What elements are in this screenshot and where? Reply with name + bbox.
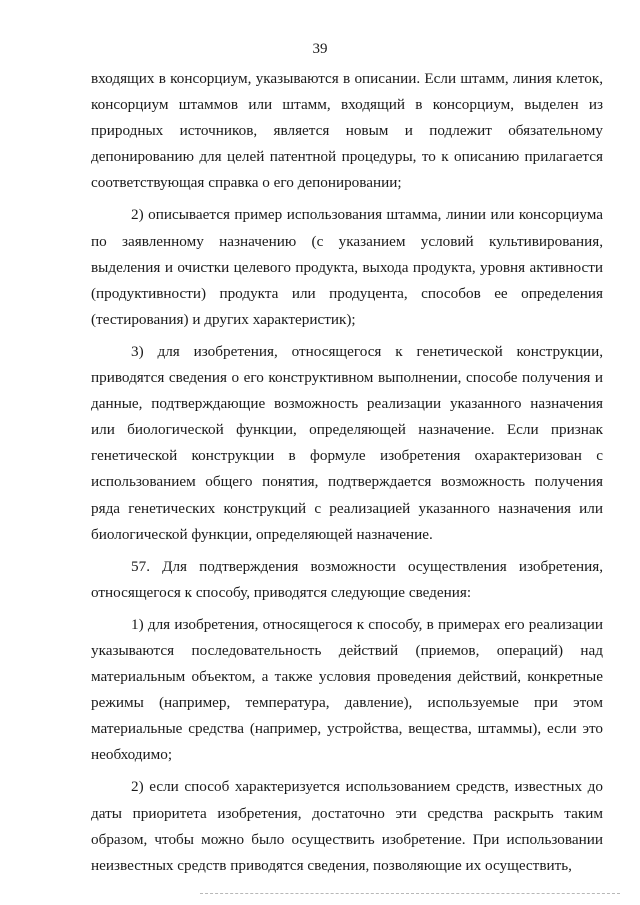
footer-divider (200, 893, 620, 894)
paragraph-clause-57-item-2: 2) если способ характеризуется использованием средств, известных до даты приоритета изобретения, достаточно эти средства раскрыть таким образом, чтобы можно было осуществить изобретение. При использовании неизвестных средств приводятся сведения, позволяющие их осуществить, (91, 778, 603, 874)
paragraph-continuation: входящих в консорциум, указываются в описании. Если штамм, линия клеток, консорциум штаммов или штамм, входящий в консорциум, выделен из природных источников, является новым и подлежит обязательному депонированию для целей патентной процедуры, то к описанию прилагается соответствующая справка о его депонировании; (91, 70, 603, 192)
paragraph-clause-57: 57. Для подтверждения возможности осуществления изобретения, относящегося к способу, приводятся следующие сведения: (91, 557, 603, 601)
paragraph-item-3-genetic-construct: 3) для изобретения, относящегося к генетической конструкции, приводятся сведения о его конструктивном выполнении, способе получения и данные, подтверждающие возможность реализации указанного назначения или биологической функции, определяющей назначение. Если признак генетической конструкции в формуле изобретения охарактеризован с использованием общего понятия, подтверждается возможность получения ряда генетических конструкций с реализацией указанного назначения или биологической функции, определяющей назначение. (91, 342, 603, 543)
body-text (91, 66, 603, 879)
paragraph-clause-57-item-1: 1) для изобретения, относящегося к способу, в примерах его реализации указываются последовательность действий (приемов, операций) над материальным объектом, а также условия проведения действий, конкретные режимы (например, температура, давление), используемые при этом материальные средства (например, устройства, вещества, штаммы), если это необходимо; (91, 615, 603, 764)
paragraph-item-2-strain-example: 2) описывается пример использования штамма, линии или консорциума по заявленному назначению (с указанием условий культивирования, выделения и очистки целевого продукта, выхода продукта, уровня активности (продуктивности) продукта или продуцента, способов ее определения (тестирования) и других характеристик); (91, 206, 603, 328)
page-number: 39 (312, 41, 328, 57)
